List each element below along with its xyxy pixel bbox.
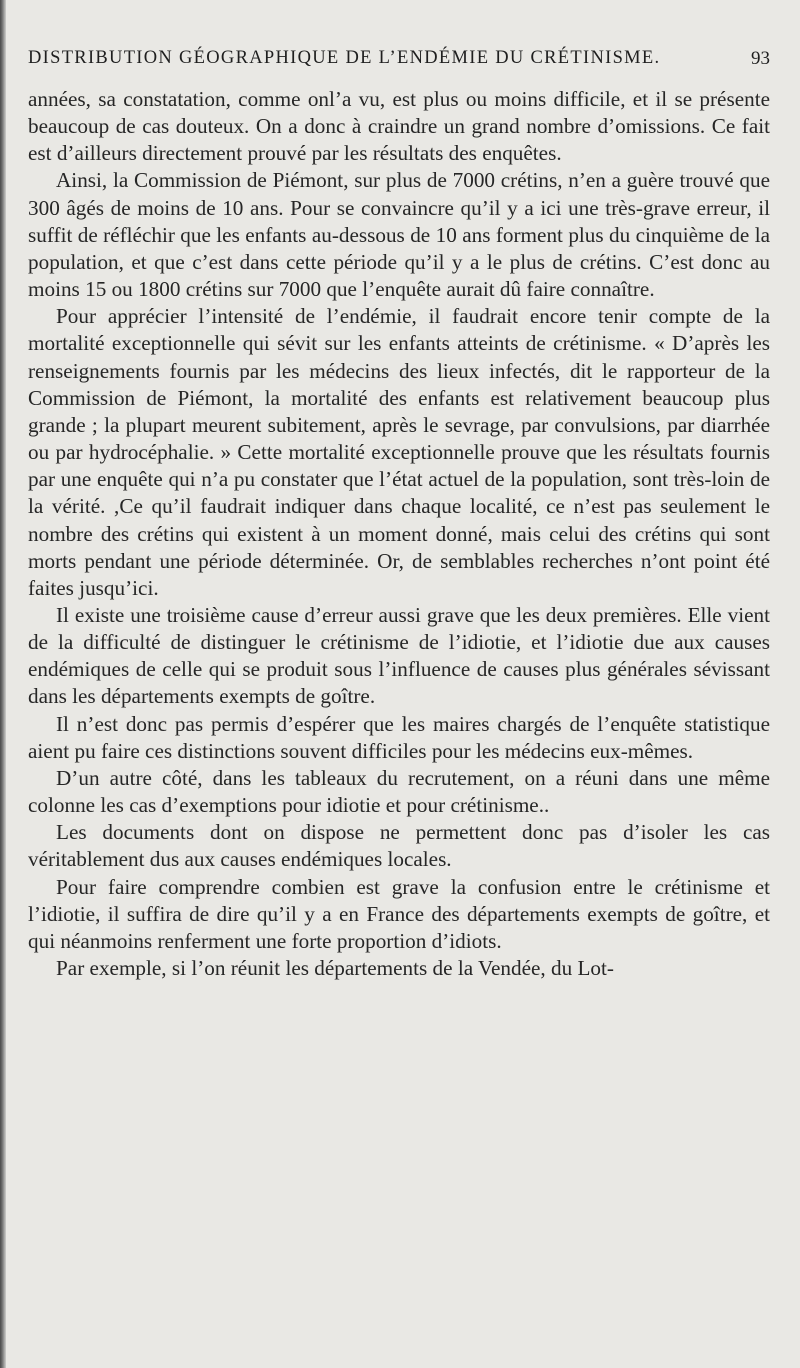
paragraph-recruitment-tables: D’un autre côté, dans les tableaux du recrutement, on a réuni dans une même colonne les cas d’exemptions pour idiotie et pour crétinisme.. [28,765,770,818]
paragraph-mortality: Pour apprécier l’intensité de l’endémie, il faudrait encore tenir compte de la mortalité exceptionnelle qui sévit sur les enfants atteints de crétinisme. « D’après les renseignements fournis par les médecins des lieux infectés, dit le rapporteur de la Commission de Piémont, la mortalité des enfants est relativement beaucoup plus grande ; la plupart meurent subitement, après le sevrage, par convulsions, par diarrhée ou par hydrocéphalie. » Cette mortalité exceptionnelle prouve que les résultats fournis par une enquête qui n’a pu constater que l’état actuel de la population, sont très-loin de la vérité. ,Ce qu’il faudrait indiquer dans chaque localité, ce n’est pas seulement le nombre des crétins qui existent à un moment donné, mais celui des crétins qui sont morts pendant une période déterminée. Or, de semblables recherches n’ont point été faites jusqu’ici. [28,304,770,600]
body-text [28,86,770,982]
paragraph-third-cause: Il existe une troisième cause d’erreur aussi grave que les deux premières. Elle vient de la difficulté de distinguer le crétinisme de l’idiotie, et l’idiotie due aux causes endémiques de celle qui se produit sous l’influence de causes plus générales sévissant dans les départements exempts de goître. [28,602,770,709]
paragraph-documents: Les documents dont on dispose ne permettent donc pas d’isoler les cas véritablement dus aux causes endémiques locales. [28,820,770,872]
paragraph-mayors-survey: Il n’est donc pas permis d’espérer que les maires chargés de l’enquête statistique aient pu faire ces distinctions souvent difficiles pour les médecins eux-mêmes. [28,711,770,763]
paragraph-continuation: années, sa constatation, comme onl’a vu, est plus ou moins difficile, et il se présente beaucoup de cas douteux. On a donc à craindre un grand nombre d’omissions. Ce fait est d’ailleurs directement prouvé par les résultats des enquêtes. [28,87,770,166]
page-binding-edge [0,0,6,1368]
page-header [28,48,770,76]
paragraph-confusion: Pour faire comprendre combien est grave la confusion entre le crétinisme et l’idiotie, il suffira de dire qu’il y a en France des départements exempts de goître, et qui néanmoins renferment une forte proportion d’idiots. [28,874,770,953]
paragraph-piemont-commission: Ainsi, la Commission de Piémont, sur plus de 7000 crétins, n’en a guère trouvé que 300 âgés de moins de 10 ans. Pour se convaincre qu’il y a ici une très-grave erreur, il suffit de réfléchir que les enfants au-dessous de 10 ans forment plus du cinquième de la population, et que c’est dans cette période qu’il y a le plus de crétins. C’est donc au moins 15 ou 1800 crétins sur 7000 que l’enquête aurait dû faire connaître. [28,168,770,302]
paragraph-example: Par exemple, si l’on réunit les départements de la Vendée, du Lot- [56,956,614,980]
running-title: DISTRIBUTION GÉOGRAPHIQUE DE L’ENDÉMIE DU CRÉTINISME. [28,48,661,68]
page-number: 93 [751,48,770,69]
